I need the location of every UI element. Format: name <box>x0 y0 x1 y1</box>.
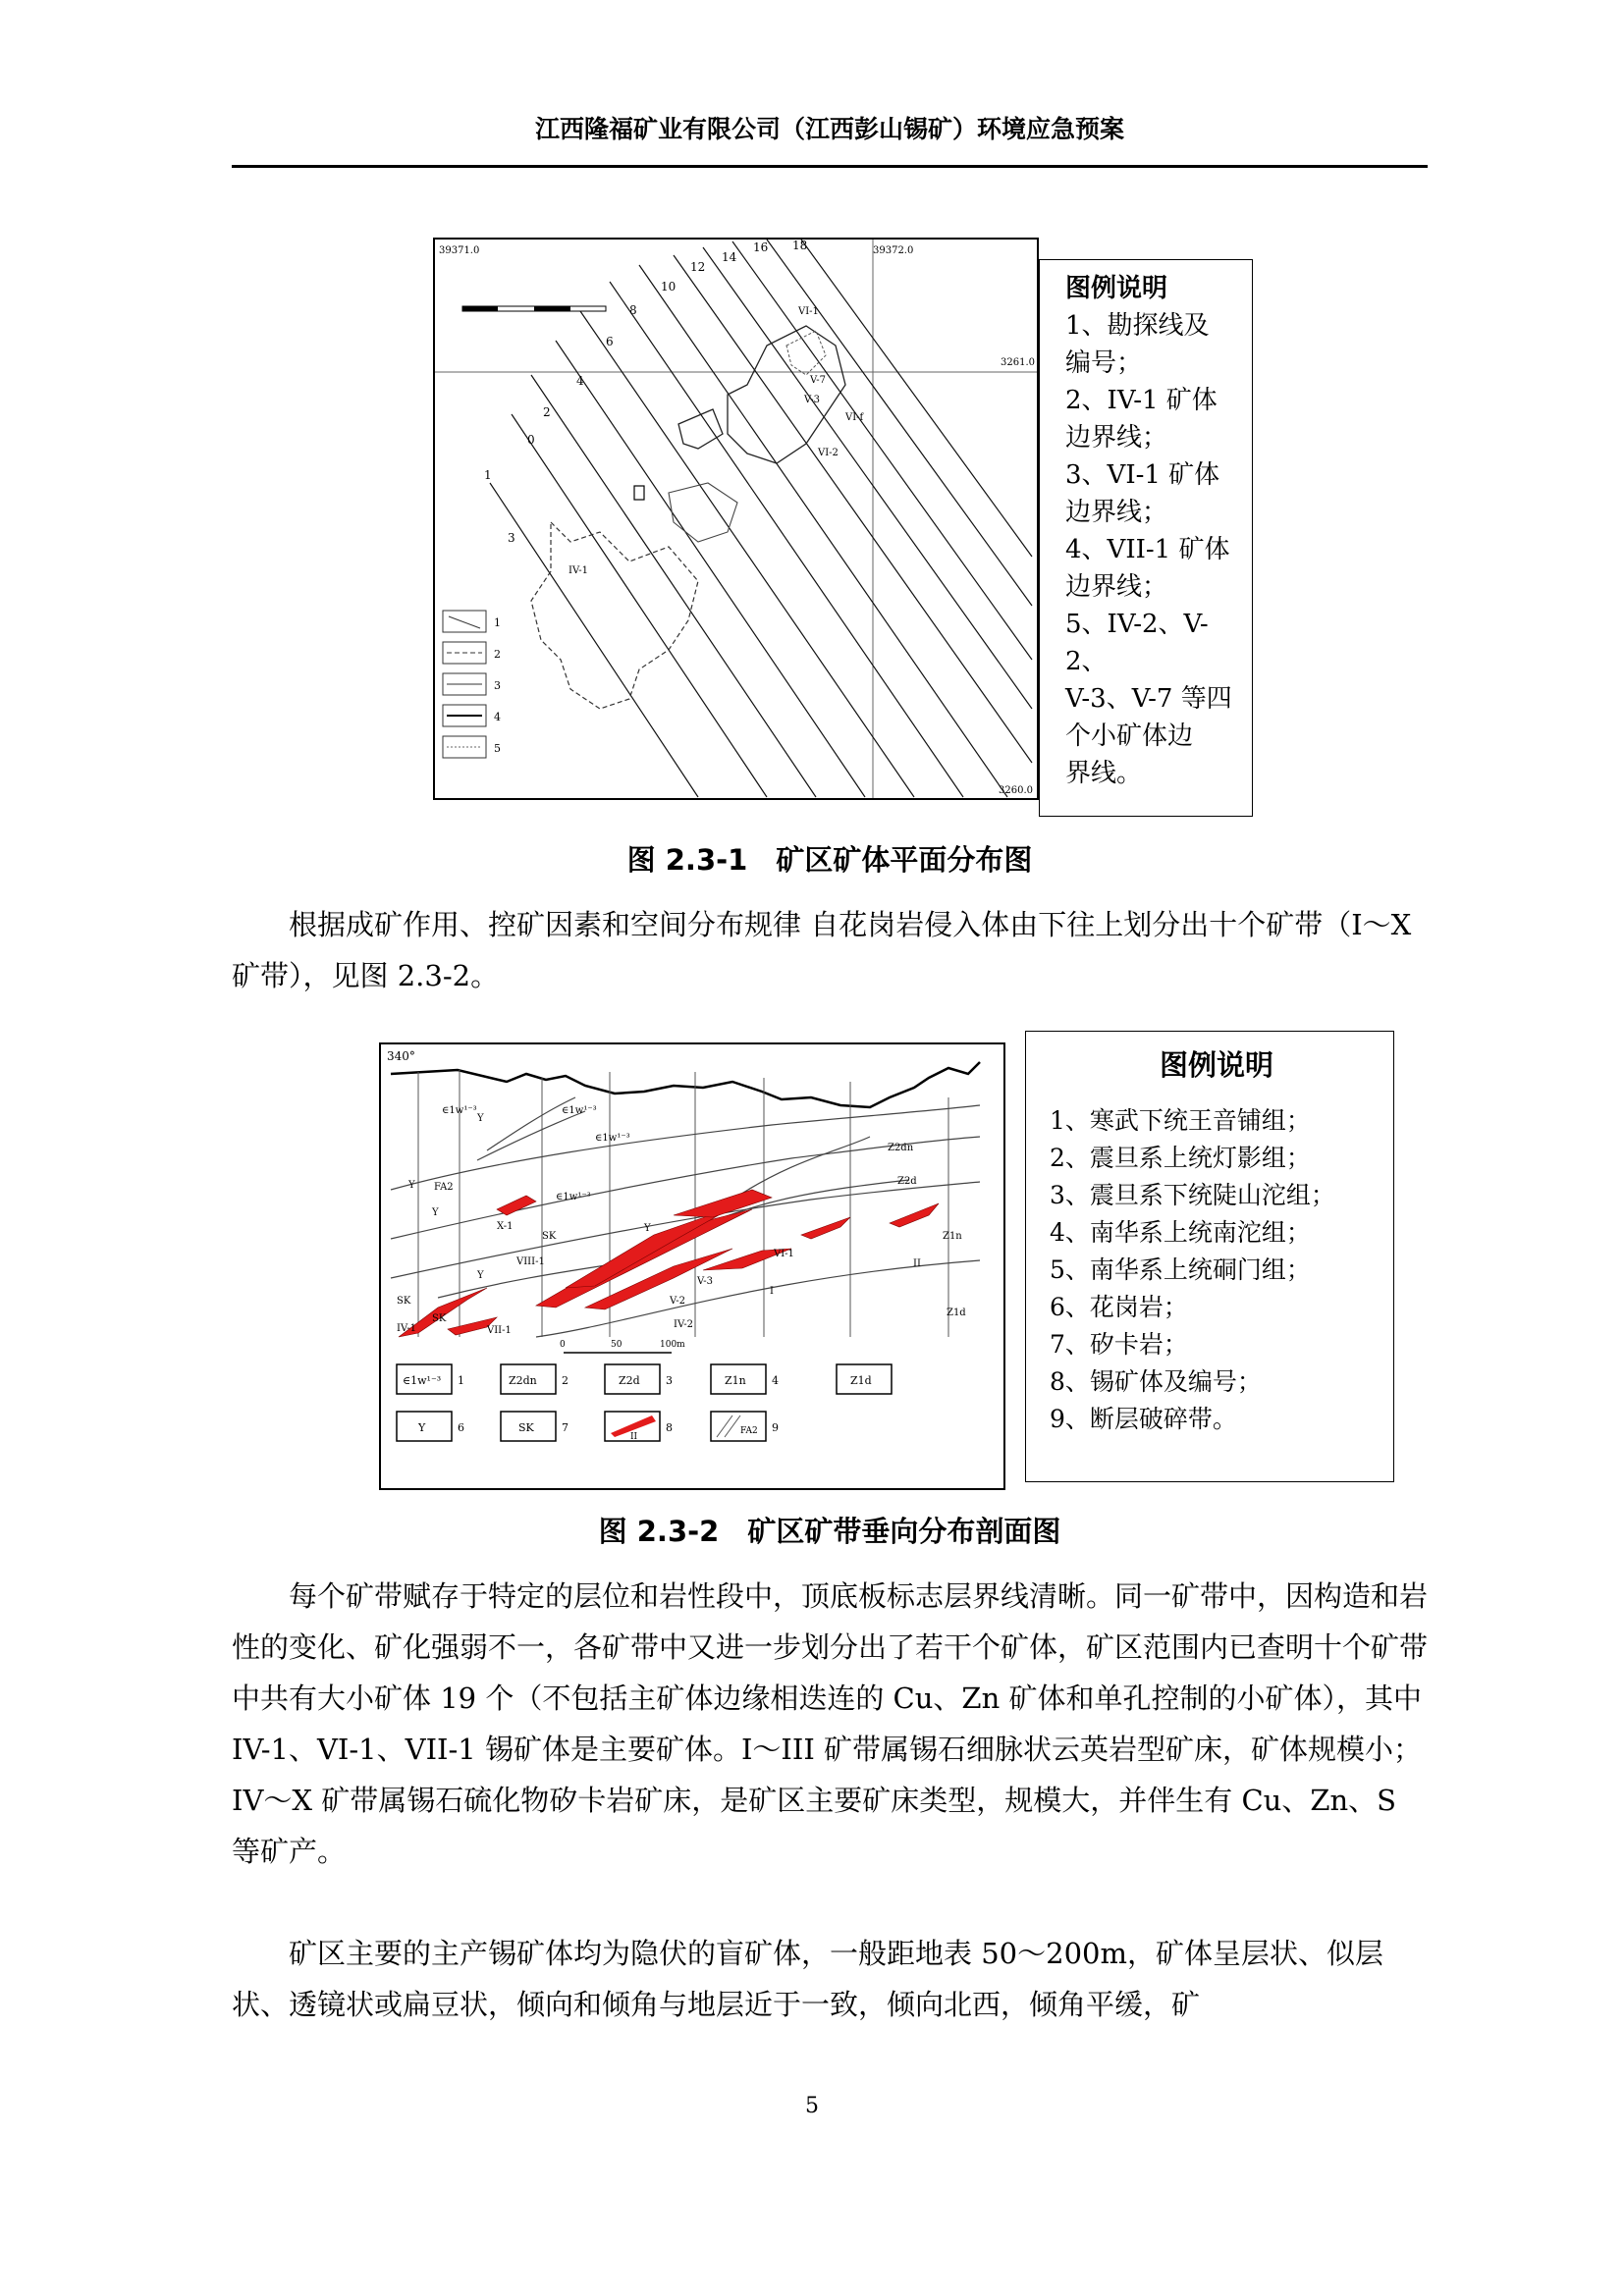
unit-label: Z1d <box>947 1308 966 1318</box>
figure2-caption: 图 2.3-2 矿区矿带垂向分布剖面图 <box>598 1515 1061 1548</box>
coord-top-left: 39371.0 <box>439 245 480 256</box>
map-label: Y <box>432 1207 439 1218</box>
ore-label: VI-2 <box>818 448 839 458</box>
legend-item: 8、锡矿体及编号； <box>1050 1367 1262 1396</box>
map-label: Y <box>644 1223 651 1234</box>
unit-label: ∈1w¹⁻³ <box>442 1105 477 1116</box>
map-label: IV-2 <box>674 1319 693 1330</box>
line-number: 12 <box>690 260 706 274</box>
unit-label: Z1n <box>943 1231 962 1242</box>
key-label: Y <box>418 1421 426 1434</box>
key-label: Z2d <box>619 1374 640 1387</box>
map-label: V-3 <box>697 1276 714 1287</box>
legend-item: 4、VII-1 矿体 <box>1065 535 1230 564</box>
figure1-legend <box>1039 259 1253 817</box>
ore-label: IV-1 <box>568 565 588 576</box>
legend-title: 图例说明 <box>1159 1048 1273 1082</box>
ore-body-plan-map <box>433 238 1039 800</box>
scale-label: 100m <box>660 1340 685 1350</box>
map-label: VI-1 <box>774 1249 794 1259</box>
ore-label: VI-f <box>845 412 864 423</box>
map-label: X-1 <box>497 1221 514 1232</box>
line-number: 14 <box>722 250 737 264</box>
key-number: 7 <box>562 1421 568 1434</box>
figure1-caption: 图 2.3-1 矿区矿体平面分布图 <box>626 843 1033 877</box>
line-number: 10 <box>661 280 677 294</box>
unit-label: ∈1w¹⁻³ <box>556 1192 591 1202</box>
map-label: SK <box>542 1231 557 1242</box>
legend-item: 1、勘探线及 <box>1065 311 1210 341</box>
legend-item: 3、VI-1 矿体 <box>1065 460 1220 490</box>
line-number: 3 <box>508 531 515 545</box>
legend-item: 2、震旦系上统灯影组； <box>1050 1144 1311 1172</box>
line-number: 8 <box>629 303 637 317</box>
legend-item: 界线。 <box>1065 759 1143 788</box>
legend-item: 5、南华系上统硐门组； <box>1050 1255 1311 1284</box>
legend-item: 边界线； <box>1065 423 1168 453</box>
legend-item: 5、IV-2、V-2、 <box>1065 610 1209 676</box>
map-label: I <box>770 1286 774 1297</box>
legend-item: 边界线； <box>1065 498 1168 527</box>
symbol-number: 5 <box>494 742 501 755</box>
key-number: 8 <box>666 1421 673 1434</box>
ore-label: V-7 <box>810 375 827 386</box>
symbol-number: 3 <box>494 679 501 692</box>
scale-label: 50 <box>611 1340 623 1350</box>
unit-label: ∈1w¹⁻³ <box>562 1105 597 1116</box>
map-label: SK <box>397 1296 411 1307</box>
scale-label: 0 <box>560 1340 566 1350</box>
legend-item: 1、寒武下统王音铺组； <box>1050 1106 1311 1135</box>
line-number: 1 <box>484 468 492 482</box>
ore-label: V-3 <box>804 395 821 405</box>
key-label: II <box>630 1432 638 1442</box>
map-label: Y <box>477 1113 484 1124</box>
map-label: FA2 <box>434 1182 454 1193</box>
symbol-number: 1 <box>494 616 501 629</box>
key-number: 2 <box>562 1374 568 1387</box>
map-label: VIII-1 <box>516 1256 545 1267</box>
map-label: Y <box>477 1270 484 1281</box>
legend-item: 边界线； <box>1065 572 1168 602</box>
legend-item: 编号； <box>1065 348 1143 378</box>
key-number: 9 <box>772 1421 779 1434</box>
azimuth-label: 340° <box>387 1049 415 1063</box>
ore-belt-cross-section <box>379 1042 1005 1490</box>
legend-item: V-3、V-7 等四 <box>1065 684 1232 714</box>
legend-item: 个小矿体边 <box>1065 721 1194 751</box>
coord-right-lower: 3260.0 <box>999 785 1033 796</box>
map-label: II <box>913 1258 921 1269</box>
legend-title: 图例说明 <box>1065 274 1168 303</box>
key-label: FA2 <box>740 1426 758 1436</box>
line-number: 16 <box>753 240 769 254</box>
key-number: 6 <box>458 1421 464 1434</box>
key-label: Z1d <box>850 1374 872 1387</box>
page-header: 江西隆福矿业有限公司（江西彭山锡矿）环境应急预案 <box>534 115 1124 143</box>
legend-item: 3、震旦系下统陡山沱组； <box>1050 1181 1335 1209</box>
key-number: 4 <box>772 1374 779 1387</box>
coord-right-upper: 3261.0 <box>1001 357 1035 368</box>
coord-top-right: 39372.0 <box>873 245 914 256</box>
map-label: V-2 <box>670 1296 686 1307</box>
line-number: 18 <box>792 239 808 252</box>
line-number: 6 <box>606 335 614 348</box>
figure2-legend <box>1025 1031 1394 1482</box>
key-label: SK <box>518 1421 534 1434</box>
map-label: Y <box>408 1180 415 1191</box>
unit-label: ∈1w¹⁻³ <box>595 1133 630 1144</box>
unit-label: Z2d <box>897 1176 917 1187</box>
paragraph-blind-ore: 矿区主要的主产锡矿体均为隐伏的盲矿体，一般距地表 50～200m，矿体呈层状、似层状、透镜状或扁豆状，倾向和倾角与地层近于一致，倾向北西，倾角平缓，矿 <box>232 1937 1383 2021</box>
line-number: 4 <box>576 374 584 388</box>
ore-label: VI-1 <box>798 306 819 317</box>
legend-item: 4、南华系上统南沱组； <box>1050 1218 1311 1247</box>
legend-item: 6、花岗岩； <box>1050 1293 1188 1321</box>
map-label: SK <box>432 1313 447 1324</box>
symbol-number: 4 <box>494 711 501 723</box>
legend-item: 2、IV-1 矿体 <box>1065 386 1218 415</box>
line-number: 0 <box>527 433 535 447</box>
page-number: 5 <box>805 2094 819 2118</box>
key-label: ∈1w¹⁻³ <box>403 1374 442 1387</box>
unit-label: Z2dn <box>888 1143 914 1153</box>
header-rule <box>232 165 1428 168</box>
scale-bar <box>462 306 606 311</box>
key-label: Z1n <box>725 1374 746 1387</box>
symbol-number: 2 <box>494 648 501 661</box>
paragraph-ore-bodies: 每个矿带赋存于特定的层位和岩性段中，顶底板标志层界线清晰。同一矿带中，因构造和岩性的变化、矿化强弱不一，各矿带中又进一步划分出了若干个矿体，矿区范围内已查明十个矿带中共有大小矿体 19 个（不包括主矿体边缘相迭连的 Cu、Zn 矿体和单孔控制的小矿体），其中 IV-1、VI-1、VII-1 锡矿体是主要矿体。I～III 矿带属锡石细脉状云英岩型矿床，矿体规模小；IV～X 矿带属锡石硫化物矽卡岩矿床，是矿区主要矿床类型，规模大，并伴生有 Cu、Zn、S 等矿产。 <box>232 1579 1429 1868</box>
key-label: Z2dn <box>509 1374 537 1387</box>
legend-item: 9、断层破碎带。 <box>1050 1405 1237 1433</box>
map-label: VII-1 <box>487 1325 512 1336</box>
map-label: IV-1 <box>397 1323 416 1334</box>
key-number: 1 <box>458 1374 464 1387</box>
line-number: 2 <box>543 405 551 419</box>
legend-item: 7、矽卡岩； <box>1050 1330 1188 1359</box>
key-number: 3 <box>666 1374 673 1387</box>
paragraph-ore-belts: 根据成矿作用、控矿因素和空间分布规律 自花岗岩侵入体由下往上划分出十个矿带（I～X 矿带），见图 2.3-2。 <box>232 908 1412 992</box>
